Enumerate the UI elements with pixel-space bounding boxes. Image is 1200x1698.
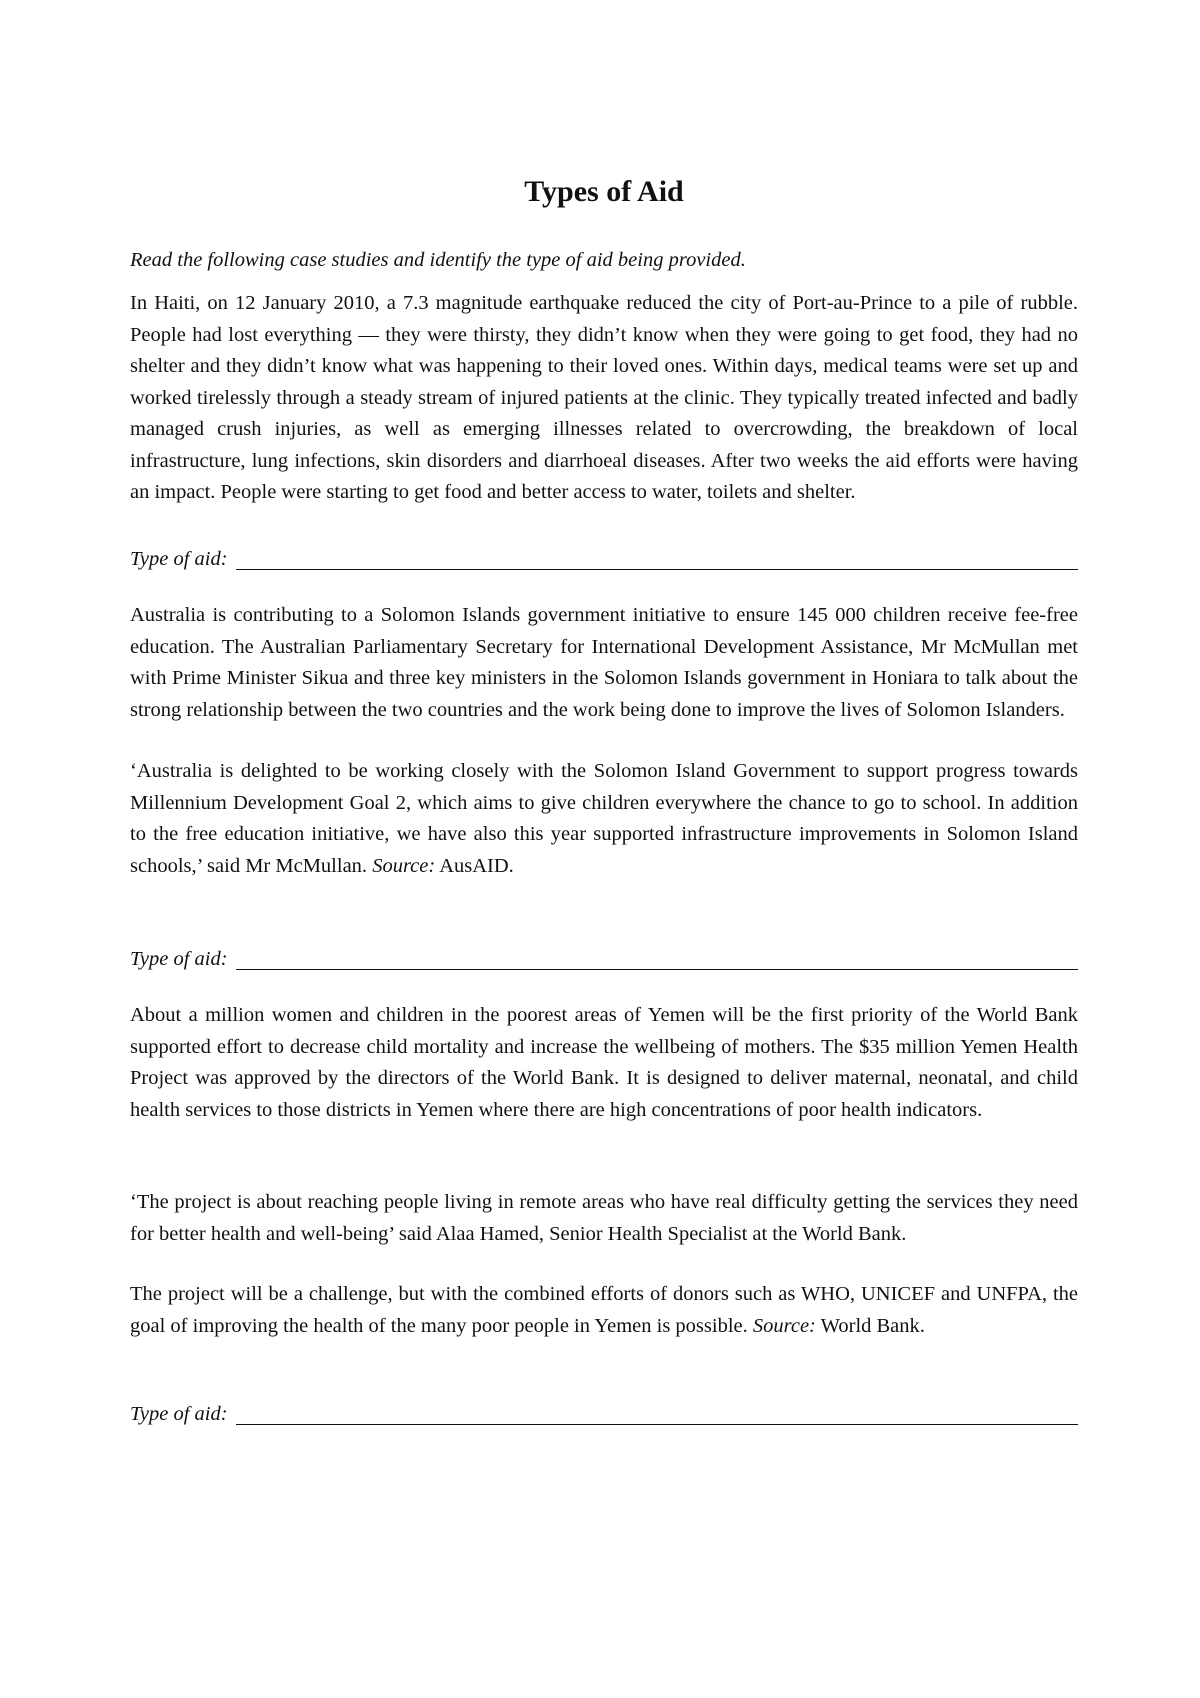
case2-answer-label: Type of aid:: [130, 948, 228, 970]
case3-paragraph-2: ‘The project is about reaching people living in remote areas who have real difficulty getting the services they need for better health and well-being’ said Alaa Hamed, Senior Health Specialist at the World Bank.: [130, 1191, 1078, 1245]
case2-quote: ‘Australia is delighted to be working closely with the Solomon Island Government to support progress towards Millennium Development Goal 2, which aims to give children everywhere the chance to go to school. In addition to the free education initiative, we have also this year supported infrastructure improvements in Solomon Island schools,’ said Mr McMullan.: [130, 760, 1078, 877]
case2-answer-line[interactable]: [236, 943, 1078, 970]
case1-paragraph: In Haiti, on 12 January 2010, a 7.3 magnitude earthquake reduced the city of Port-au-Prince to a pile of rubble. People had lost everything — they were thirsty, they didn’t know when they were going to get food, they had no shelter and they didn’t know what was happening to their loved ones. Within days, medical teams were set up and worked tirelessly through a steady stream of injured patients at the clinic. They typically treated infected and badly managed crush injuries, as well as emerging illnesses related to overcrowding, the breakdown of local infrastructure, lung infections, skin disorders and diarrhoeal diseases. After two weeks the aid efforts were having an impact. People were starting to get food and better access to water, toilets and shelter.: [130, 292, 1078, 503]
page-title: Types of Aid: [524, 175, 684, 208]
case3-text: The project will be a challenge, but with the combined efforts of donors such as WHO, UNICEF and UNFPA, the goal of improving the health of the many poor people in Yemen is possible.: [130, 1283, 1078, 1337]
case2-paragraph-1: Australia is contributing to a Solomon Islands government initiative to ensure 145 000 children receive fee-free education. The Australian Parliamentary Secretary for International Development Assistance, Mr McMullan met with Prime Minister Sikua and three key ministers in the Solomon Islands government in Honiara to talk about the strong relationship between the two countries and the work being done to improve the lives of Solomon Islanders.: [130, 604, 1078, 721]
case3-paragraph-1: About a million women and children in the poorest areas of Yemen will be the first priority of the World Bank supported effort to decrease child mortality and increase the wellbeing of mothers. The $35 million Yemen Health Project was approved by the directors of the World Bank. It is designed to deliver maternal, neonatal, and child health services to those districts in Yemen where there are high concentrations of poor health indicators.: [130, 1004, 1078, 1121]
case3-answer-line[interactable]: [236, 1398, 1078, 1425]
case2-paragraph-2: [130, 756, 1078, 882]
case3-answer-row: [130, 1395, 1078, 1429]
case1-answer-line[interactable]: [236, 543, 1078, 570]
case2-answer-row: [130, 940, 1078, 974]
case3-answer-label: Type of aid:: [130, 1403, 228, 1425]
case2-source: AusAID.: [439, 854, 514, 877]
case3-paragraph-3: [130, 1279, 1078, 1342]
instruction-text: Read the following case studies and identify the type of aid being provided.: [130, 249, 746, 271]
case3-source: World Bank.: [820, 1314, 925, 1337]
case1-answer-row: [130, 540, 1078, 574]
case3-source-label: Source:: [752, 1314, 816, 1337]
case2-source-label: Source:: [372, 854, 436, 877]
case1-answer-label: Type of aid:: [130, 548, 228, 570]
